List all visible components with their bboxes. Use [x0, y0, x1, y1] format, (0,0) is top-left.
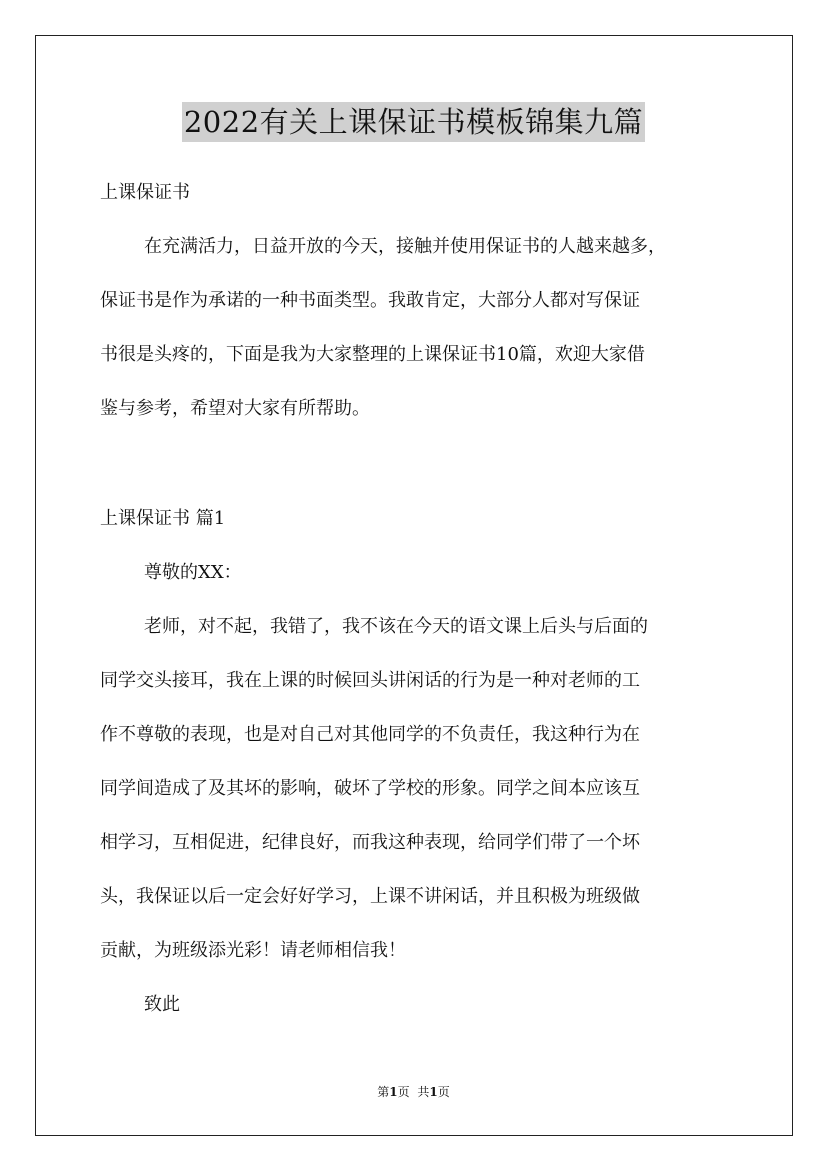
intro-line-1: 在充满活力，日益开放的今天，接触并使用保证书的人越来越多，	[144, 236, 666, 257]
section-heading-1: 上课保证书	[100, 182, 190, 203]
document-title: 2022有关上课保证书模板锦集九篇	[182, 102, 645, 142]
page-footer	[0, 1084, 827, 1100]
intro-line-3: 书很是头疼的，下面是我为大家整理的上课保证书10篇，欢迎大家借	[100, 344, 645, 365]
footer-prefix: 第	[377, 1085, 390, 1099]
body-line-6: 头，我保证以后一定会好好学习，上课不讲闲话，并且积极为班级做	[100, 886, 640, 907]
footer-page-number: 1	[389, 1085, 398, 1099]
body-line-3: 作不尊敬的表现，也是对自己对其他同学的不负责任，我这种行为在	[100, 724, 640, 745]
body-line-4: 同学间造成了及其坏的影响，破坏了学校的形象。同学之间本应该互	[100, 778, 640, 799]
body-line-2: 同学交头接耳，我在上课的时候回头讲闲话的行为是一种对老师的工	[100, 670, 640, 691]
footer-page-suffix: 页	[397, 1085, 410, 1099]
closing: 致此	[144, 994, 180, 1015]
body-line-1: 老师，对不起，我错了，我不该在今天的语文课上后头与后面的	[144, 616, 648, 637]
footer-total-suffix: 页	[437, 1085, 450, 1099]
footer-total-number: 1	[429, 1085, 438, 1099]
title-container	[0, 102, 827, 142]
salutation: 尊敬的XX：	[144, 562, 242, 583]
body-line-7: 贡献，为班级添光彩！请老师相信我！	[100, 940, 406, 961]
body-line-5: 相学习，互相促进，纪律良好，而我这种表现，给同学们带了一个坏	[100, 832, 640, 853]
intro-line-4: 鉴与参考，希望对大家有所帮助。	[100, 398, 370, 419]
section-heading-2: 上课保证书 篇1	[100, 508, 226, 529]
intro-line-2: 保证书是作为承诺的一种书面类型。我敢肯定，大部分人都对写保证	[100, 290, 640, 311]
footer-total-prefix: 共	[417, 1085, 430, 1099]
